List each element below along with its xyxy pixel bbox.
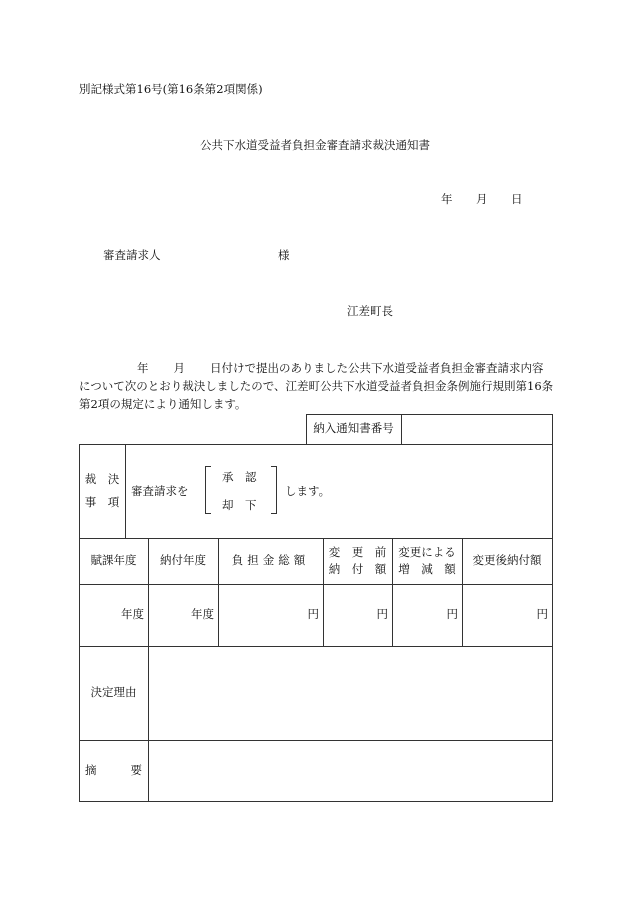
notice-number-field[interactable] bbox=[402, 415, 552, 444]
document-title: 公共下水道受益者負担金審査請求裁決通知書 bbox=[200, 138, 430, 152]
header-pay-year: 納付年度 bbox=[160, 553, 206, 568]
unit-tax-year: 年度 bbox=[121, 607, 144, 622]
header-change bbox=[392, 538, 462, 584]
unit-total-yen: 円 bbox=[307, 607, 319, 622]
header-after: 変更後納付額 bbox=[472, 553, 542, 568]
header-before bbox=[323, 538, 392, 584]
body-text: 日付けで提出のありました公共下水道受益者負担金審査請求内容について次のとおり裁決しましたので、江差町公共下水道受益者負担金条例施行規則第16条第2項の規定により通知します。 bbox=[79, 361, 554, 411]
date-day: 日 bbox=[511, 192, 523, 206]
body-paragraph bbox=[79, 359, 554, 413]
table-line bbox=[79, 801, 553, 802]
reject-option[interactable]: 却 下 bbox=[222, 498, 257, 512]
header-before-line2: 納 付 額 bbox=[328, 561, 387, 576]
header-tax-year: 賦課年度 bbox=[90, 553, 137, 568]
body-year: 年 bbox=[137, 361, 149, 375]
decision-suffix: します。 bbox=[285, 484, 331, 498]
unit-after-yen: 円 bbox=[536, 607, 548, 622]
unit-pay-year: 年度 bbox=[191, 607, 214, 622]
header-change-line1: 変更による bbox=[398, 545, 456, 559]
reason-label: 決定理由 bbox=[90, 685, 137, 700]
addressee-honorific: 様 bbox=[278, 248, 290, 262]
date-month: 月 bbox=[476, 192, 488, 206]
decision-label-line2: 事 項 bbox=[84, 495, 120, 509]
body-month: 月 bbox=[173, 361, 185, 375]
summary-label-char2: 要 bbox=[130, 762, 142, 777]
header-total: 負担金総額 bbox=[231, 553, 310, 568]
approve-option[interactable]: 承 認 bbox=[222, 470, 257, 484]
table-line bbox=[79, 444, 552, 445]
issuer: 江差町長 bbox=[347, 304, 393, 318]
header-before-line1: 変 更 前 bbox=[328, 545, 387, 559]
notice-number-label: 納入通知書番号 bbox=[313, 421, 394, 436]
left-bracket bbox=[205, 466, 211, 514]
table-line bbox=[125, 444, 126, 538]
summary-field[interactable] bbox=[149, 741, 552, 801]
decision-prefix: 審査請求を bbox=[131, 484, 189, 498]
table-line bbox=[552, 414, 553, 802]
date-year: 年 bbox=[441, 192, 453, 206]
summary-label bbox=[79, 740, 148, 801]
header-change-line2: 増 減 額 bbox=[398, 561, 456, 576]
unit-change-yen: 円 bbox=[446, 607, 458, 622]
right-bracket bbox=[271, 466, 277, 514]
decision-label bbox=[79, 444, 125, 538]
unit-before-yen: 円 bbox=[376, 607, 388, 622]
addressee-label: 審査請求人 bbox=[103, 248, 161, 262]
reason-field[interactable] bbox=[149, 647, 552, 740]
form-number: 別記様式第16号(第16条第2項関係) bbox=[79, 82, 263, 96]
decision-label-line1: 裁 決 bbox=[84, 471, 120, 486]
summary-label-char1: 摘 bbox=[85, 762, 97, 777]
